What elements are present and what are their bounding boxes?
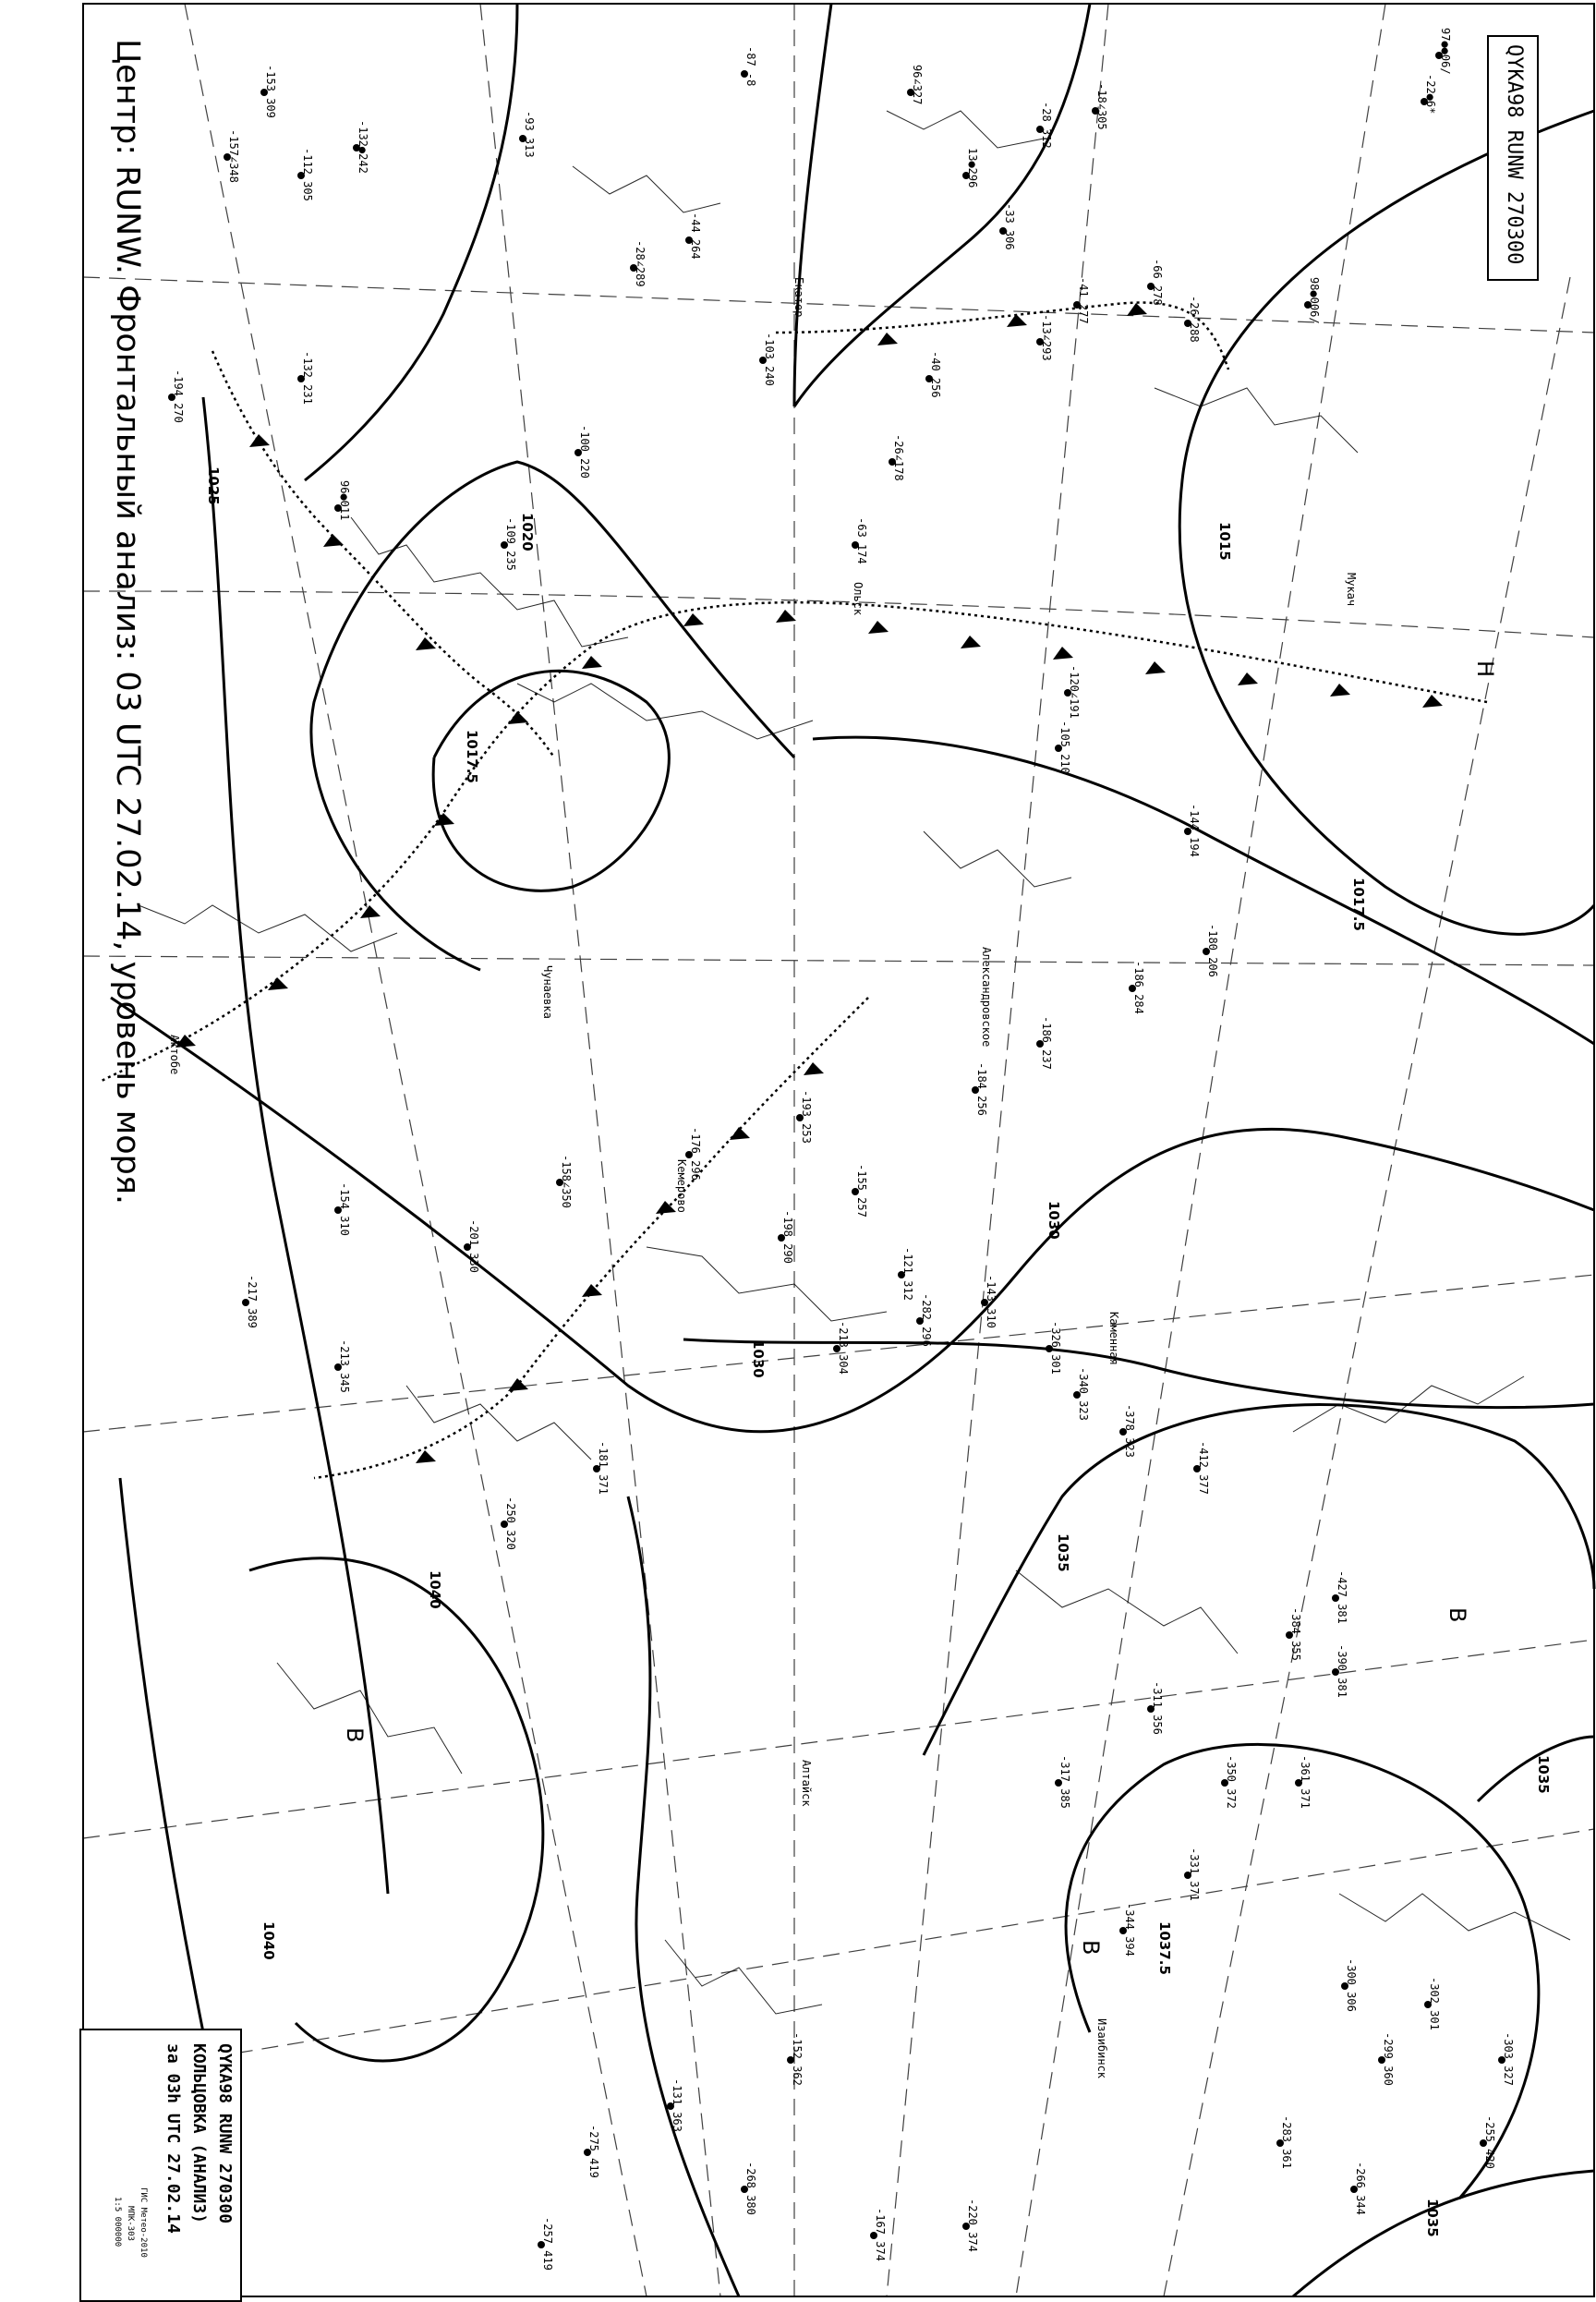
station-label: -93 313: [523, 111, 536, 158]
station-label: -28 312: [1040, 102, 1053, 149]
isobar-label: 1030: [750, 1339, 767, 1378]
station-label: -340 323: [1077, 1367, 1090, 1421]
station-label: -100 220: [578, 425, 591, 479]
high-pressure-label: В: [1078, 1940, 1104, 1956]
isobar-label: 1035: [1535, 1755, 1552, 1794]
station-label: -266 344: [1354, 2162, 1367, 2215]
station-label: -186 284: [1132, 961, 1145, 1014]
station-label: -152 362: [791, 2032, 804, 2086]
isobar-1035-a: [924, 1405, 1594, 1755]
isobar-label: 1040: [260, 1921, 277, 1960]
city-label: Алтайск: [800, 1760, 813, 1807]
station-label: -13∠293: [1040, 314, 1053, 361]
station-label: -176 296: [689, 1127, 702, 1181]
station-label: -361 371: [1299, 1755, 1312, 1809]
station-label: -180 206: [1206, 924, 1219, 977]
station-label: -344 394: [1123, 1903, 1136, 1957]
station-label: -22●6*: [1424, 74, 1437, 115]
city-label: Изаибинск: [1095, 2018, 1108, 2079]
city-label: Александровское: [980, 947, 993, 1048]
station-label: -63 174: [855, 517, 868, 564]
station-label: -283 361: [1280, 2115, 1293, 2169]
station-label: -132●242: [357, 120, 369, 174]
isobars: [111, 4, 1594, 2296]
station-label: -317 385: [1058, 1755, 1071, 1809]
station-label: 13●296: [966, 148, 979, 188]
station-label: 97●●06/: [1439, 28, 1452, 75]
station-label: -250 320: [504, 1496, 517, 1550]
station-label: -41 277: [1077, 277, 1090, 324]
station-label: -384 355: [1289, 1607, 1302, 1661]
low-pressure-label: Н: [1472, 660, 1498, 678]
station-label: -255 420: [1483, 2115, 1496, 2169]
isobar-label: 1015: [1216, 522, 1233, 561]
station-label: -112 305: [301, 148, 314, 201]
legend-code: QYKA98 RUNW 270300: [215, 2043, 235, 2224]
station-label: -257 419: [541, 2217, 554, 2271]
isobar-band-1: [305, 4, 517, 480]
station-label: -131 363: [671, 2078, 683, 2132]
city-label: Екатер: [792, 277, 805, 318]
station-label: -153 309: [264, 65, 277, 118]
station-label: -213 304: [837, 1321, 850, 1375]
station-label: -282 296: [920, 1293, 933, 1347]
isobar-1040-b: [628, 1496, 739, 2296]
station-label: -275 419: [587, 2125, 600, 2178]
city-label: Ольск: [852, 582, 864, 616]
station-label: -184 256: [975, 1062, 988, 1116]
isobar-label: 1017.5: [1350, 878, 1367, 931]
station-label: -26 288: [1188, 296, 1201, 343]
station-label: -144 194: [1188, 804, 1201, 857]
station-label: -155 257: [855, 1164, 868, 1218]
station-label: -390 381: [1336, 1644, 1348, 1698]
station-label: -87 -8: [744, 46, 757, 87]
legend-credit: ГИС Метео-2010: [139, 2187, 148, 2258]
station-label: -44 264: [689, 212, 702, 260]
station-label: -109 235: [504, 517, 517, 571]
station-label: -33 306: [1003, 203, 1016, 250]
station-label: -198 290: [781, 1210, 794, 1264]
station-label: -120∠191: [1068, 665, 1081, 719]
station-label: -412 377: [1197, 1441, 1210, 1495]
isobar-1030-b: [683, 1339, 1594, 1408]
station-dots: [168, 52, 1505, 2248]
legend-credit: МПК-303: [126, 2206, 135, 2241]
legend-scale: 1:5 000000: [113, 2197, 122, 2247]
isobar-1020: [311, 462, 794, 970]
city-label: Каменная: [1107, 1312, 1120, 1365]
front-teeth: [175, 303, 1443, 1463]
legend-name: КОЛЬЦОВКА (АНАЛИЗ): [189, 2043, 209, 2224]
map-title: Центр: RUNW. Фронтальный анализ: 03 UTC 27.02.14, уровень моря.: [109, 39, 146, 1205]
legend-time: за 03h UTC 27.02.14: [163, 2043, 183, 2234]
station-label: -201 330: [467, 1219, 480, 1273]
isobar-label: 1037.5: [1156, 1921, 1173, 1975]
station-label: -268 380: [744, 2162, 757, 2215]
station-label: -66 278: [1151, 259, 1164, 306]
station-label: -105 210: [1058, 721, 1071, 774]
station-label: -28∠289: [634, 240, 647, 287]
city-label: Кемерово: [675, 1159, 688, 1213]
station-label: -26∠178: [892, 434, 905, 481]
station-label: -378 323: [1123, 1404, 1136, 1458]
isobar-1040-a: [249, 1558, 543, 2061]
station-label: -132 231: [301, 351, 314, 405]
station-label: -143 310: [985, 1275, 998, 1328]
isobar-label: 1035: [1055, 1533, 1071, 1572]
station-label: -311 356: [1151, 1681, 1164, 1735]
isobar-label: 1017.5: [464, 730, 480, 783]
isobar-label: 1035: [1424, 2199, 1441, 2237]
station-label: -302 301: [1428, 1977, 1441, 2030]
station-label: -181 371: [597, 1441, 610, 1495]
isobar-1017-5-north: [813, 737, 1594, 1044]
station-label: -40 256: [929, 351, 942, 398]
coordinate-grid: [83, 4, 1594, 2296]
station-label: -331 371: [1188, 1848, 1201, 1901]
station-label: -220 374: [966, 2199, 979, 2252]
map-frame: [83, 4, 1594, 2296]
legend-box: [79, 2029, 242, 2302]
high-pressure-label: В: [1445, 1607, 1470, 1623]
station-label: -167 374: [874, 2208, 887, 2261]
isobar-label: 1030: [1046, 1201, 1062, 1240]
station-label: 98●006/: [1308, 277, 1321, 324]
station-label: -303 327: [1502, 2032, 1515, 2086]
station-label: -213 345: [338, 1339, 351, 1393]
station-label: -299 360: [1382, 2032, 1395, 2086]
station-label: 96●011: [338, 480, 351, 521]
station-label: -154 310: [338, 1182, 351, 1236]
station-label: -194 270: [172, 370, 185, 423]
station-label: -121 312: [901, 1247, 914, 1301]
header-code-box: [1487, 35, 1539, 281]
isobar-label: 1025: [205, 466, 222, 505]
station-label: -103 240: [763, 333, 776, 386]
isobar-1035-c: [1293, 2171, 1594, 2296]
station-label: -217 389: [246, 1275, 259, 1328]
station-label: 96∠327: [911, 65, 924, 105]
station-label: -350 372: [1225, 1755, 1238, 1809]
isobar-1025: [203, 397, 388, 1894]
station-label: -193 253: [800, 1090, 813, 1144]
station-label: -326 301: [1049, 1321, 1062, 1375]
isobar-1037-5: [1066, 1744, 1539, 2199]
station-label: -18∠305: [1095, 83, 1108, 130]
station-label: -427 381: [1336, 1570, 1348, 1624]
station-label: -300 306: [1345, 1958, 1358, 2012]
city-label: Чунаевка: [541, 965, 554, 1019]
station-label: -186 237: [1040, 1016, 1053, 1070]
city-label: Актобе: [168, 1035, 181, 1075]
high-pressure-label: В: [342, 1727, 368, 1743]
isobar-label: 1040: [427, 1570, 443, 1609]
isobar-label: 1020: [519, 513, 536, 551]
station-label: -157∠348: [227, 129, 240, 183]
isobar-outer-east: [794, 4, 831, 406]
header-code: QYKA98 RUNW 270300: [1503, 44, 1526, 265]
station-label: -158∠350: [560, 1155, 573, 1208]
isobar-1030-a: [111, 998, 1594, 1432]
city-label: Мукач: [1345, 573, 1358, 607]
